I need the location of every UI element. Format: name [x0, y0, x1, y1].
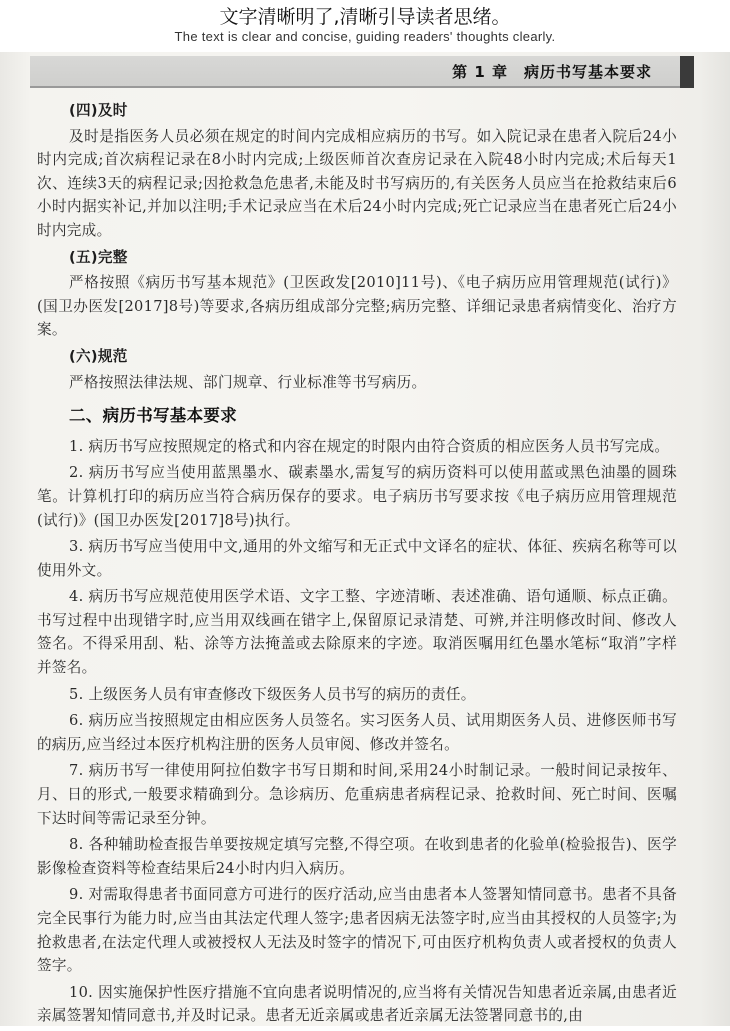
list-item: 8. 各种辅助检查报告单要按规定填写完整,不得空项。在收到患者的化验单(检验报告)、医学影像检查资料等检查结果后24小时内归入病历。 [37, 836, 677, 877]
section-title-basic-requirements: 二、病历书写基本要求 [69, 406, 237, 426]
caption-banner [0, 0, 730, 52]
running-header [30, 56, 682, 88]
banner-title-cn: 文字清晰明了,清晰引导读者思绪。 [219, 6, 511, 28]
running-header-text: 第 1 章 病历书写基本要求 [452, 63, 652, 81]
list-item: 4. 病历书写应规范使用医学术语、文字工整、字迹清晰、表述准确、语句通顺、标点正确。书写过程中出现错字时,应当用双线画在错字上,保留原记录清楚、可辨,并注明修改时间、修改人签名。不得采用刮、粘、涂等方法掩盖或去除原来的字迹。取消医嘱用红色墨水笔标“取消”字样并签名。 [37, 588, 677, 677]
list-item: 2. 病历书写应当使用蓝黑墨水、碳素墨水,需复写的病历资料可以使用蓝或黑色油墨的圆珠笔。计算机打印的病历应当符合病历保存的要求。电子病历书写要求按《电子病历应用管理规范(试行)》(国卫办医发[2017]8号)执行。 [37, 464, 677, 529]
list-item: 6. 病历应当按照规定由相应医务人员签名。实习医务人员、试用期医务人员、进修医师书写的病历,应当经过本医疗机构注册的医务人员审阅、修改并签名。 [37, 712, 677, 753]
page-content [37, 98, 677, 1031]
paragraph-standard: 严格按照法律法规、部门规章、行业标准等书写病历。 [69, 373, 427, 391]
list-item: 9. 对需取得患者书面同意方可进行的医疗活动,应当由患者本人签署知情同意书。患者不具备完全民事行为能力时,应当由其法定代理人签字;患者因病无法签字时,应当由其授权的人员签字;为抢救患者,在法定代理人或被授权人无法及时签字的情况下,可由医疗机构负责人或者授权的负责人签字。 [37, 886, 677, 975]
chapter-tab [680, 56, 694, 88]
subheading-complete: (五)完整 [69, 248, 128, 266]
subheading-timely: (四)及时 [69, 102, 128, 119]
list-item: 5. 上级医务人员有审查修改下级医务人员书写的病历的责任。 [69, 685, 476, 703]
list-item: 1. 病历书写应按照规定的格式和内容在规定的时限内由符合资质的相应医务人员书写完成。 [69, 437, 670, 455]
paragraph-timely: 及时是指医务人员必须在规定的时间内完成相应病历的书写。如入院记录在患者入院后24小时内完成;首次病程记录在8小时内完成;上级医师首次查房记录在入院48小时内完成;术后每天1次、连续3天的病程记录;因抢救急危患者,未能及时书写病历的,有关医务人员应当在抢救结束后6小时内据实补记,并加以注明;手术记录应当在术后24小时内完成;死亡记录应当在患者死亡后24小时内完成。 [37, 127, 677, 239]
list-item: 3. 病历书写应当使用中文,通用的外文缩写和无正式中文译名的症状、体征、疾病名称等可以使用外文。 [37, 538, 677, 579]
book-page [0, 52, 730, 1026]
banner-title-en: The text is clear and concise, guiding readers' thoughts clearly. [174, 29, 556, 44]
list-item: 10. 因实施保护性医疗措施不宜向患者说明情况的,应当将有关情况告知患者近亲属,由患者近亲属签署知情同意书,并及时记录。患者无近亲属或患者近亲属无法签署同意书的,由 [37, 983, 677, 1025]
list-item: 7. 病历书写一律使用阿拉伯数字书写日期和时间,采用24小时制记录。一般时间记录按年、月、日的形式,一般要求精确到分。急诊病历、危重病患者病程记录、抢救时间、死亡时间、医嘱下达时间等需记录至分钟。 [37, 762, 677, 827]
subheading-standard: (六)规范 [69, 347, 128, 365]
paragraph-complete: 严格按照《病历书写基本规范》(卫医政发[2010]11号)、《电子病历应用管理规范(试行)》(国卫办医发[2017]8号)等要求,各病历组成部分完整;病历完整、详细记录患者病情变化、治疗方案。 [37, 274, 677, 339]
